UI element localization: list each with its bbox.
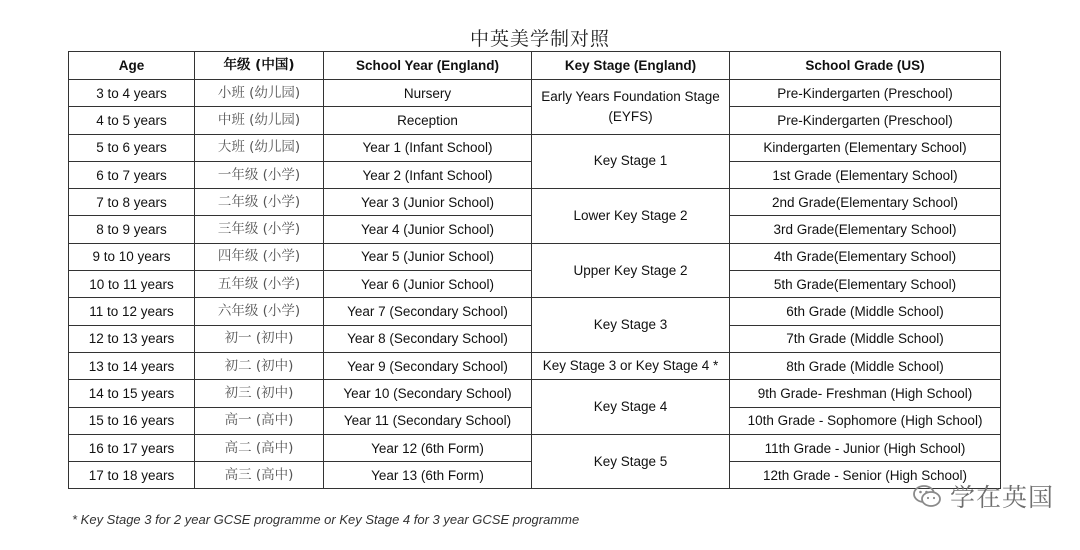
age-cell: 9 to 10 years [69,243,195,270]
us-school-grade-cell: 3rd Grade(Elementary School) [730,216,1001,243]
us-school-grade-cell: 9th Grade- Freshman (High School) [730,380,1001,407]
england-school-year-cell: Year 11 (Secondary School) [324,407,532,434]
us-school-grade-cell: Kindergarten (Elementary School) [730,134,1001,161]
age-cell: 11 to 12 years [69,298,195,325]
china-grade-cell: 高三 (高中) [195,462,324,489]
header-england-key-stage: Key Stage (England) [532,52,730,80]
england-school-year-cell: Year 5 (Junior School) [324,243,532,270]
england-school-year-cell: Year 3 (Junior School) [324,189,532,216]
age-cell: 7 to 8 years [69,189,195,216]
table-row [69,189,1001,216]
us-school-grade-cell: 6th Grade (Middle School) [730,298,1001,325]
age-cell: 12 to 13 years [69,325,195,352]
age-cell: 17 to 18 years [69,462,195,489]
us-school-grade-cell: 4th Grade(Elementary School) [730,243,1001,270]
table-row [69,380,1001,407]
us-school-grade-cell: 10th Grade - Sophomore (High School) [730,407,1001,434]
us-school-grade-cell: 1st Grade (Elementary School) [730,161,1001,188]
england-school-year-cell: Year 13 (6th Form) [324,462,532,489]
key-stage-cell: Lower Key Stage 2 [532,189,730,244]
school-system-table [68,51,1001,489]
header-england-school-year: School Year (England) [324,52,532,80]
table-body [69,80,1001,489]
england-school-year-cell: Year 7 (Secondary School) [324,298,532,325]
china-grade-cell: 大班 (幼儿园) [195,134,324,161]
us-school-grade-cell: 7th Grade (Middle School) [730,325,1001,352]
table-row [69,134,1001,161]
table-row [69,243,1001,270]
china-grade-cell: 六年级 (小学) [195,298,324,325]
china-grade-cell: 四年级 (小学) [195,243,324,270]
china-grade-cell: 高一 (高中) [195,407,324,434]
england-school-year-cell: Reception [324,107,532,134]
england-school-year-cell: Year 8 (Secondary School) [324,325,532,352]
key-stage-cell: Key Stage 4 [532,380,730,435]
key-stage-cell: Key Stage 5 [532,434,730,489]
us-school-grade-cell: Pre-Kindergarten (Preschool) [730,107,1001,134]
header-us-school-grade: School Grade (US) [730,52,1001,80]
header-china-grade: 年级 (中国) [195,52,324,80]
china-grade-cell: 初三 (初中) [195,380,324,407]
england-school-year-cell: Year 2 (Infant School) [324,161,532,188]
england-school-year-cell: Year 6 (Junior School) [324,271,532,298]
us-school-grade-cell: 12th Grade - Senior (High School) [730,462,1001,489]
us-school-grade-cell: 2nd Grade(Elementary School) [730,189,1001,216]
us-school-grade-cell: Pre-Kindergarten (Preschool) [730,80,1001,107]
china-grade-cell: 初一 (初中) [195,325,324,352]
key-stage-cell: Key Stage 1 [532,134,730,189]
wechat-icon [912,484,942,508]
age-cell: 16 to 17 years [69,434,195,461]
china-grade-cell: 中班 (幼儿园) [195,107,324,134]
header-age: Age [69,52,195,80]
us-school-grade-cell: 8th Grade (Middle School) [730,352,1001,379]
china-grade-cell: 初二 (初中) [195,352,324,379]
header-row [69,52,1001,80]
england-school-year-cell: Year 1 (Infant School) [324,134,532,161]
footnote: * Key Stage 3 for 2 year GCSE programme or Key Stage 4 for 3 year GCSE programme [72,512,580,527]
key-stage-cell: Key Stage 3 or Key Stage 4 * [532,352,730,379]
age-cell: 14 to 15 years [69,380,195,407]
england-school-year-cell: Year 9 (Secondary School) [324,352,532,379]
key-stage-cell: Key Stage 3 [532,298,730,353]
table-row [69,434,1001,461]
table-row [69,298,1001,325]
key-stage-cell: Upper Key Stage 2 [532,243,730,298]
us-school-grade-cell: 5th Grade(Elementary School) [730,271,1001,298]
age-cell: 13 to 14 years [69,352,195,379]
watermark [912,478,1054,514]
china-grade-cell: 小班 (幼儿园) [195,80,324,107]
england-school-year-cell: Nursery [324,80,532,107]
us-school-grade-cell: 11th Grade - Junior (High School) [730,434,1001,461]
age-cell: 5 to 6 years [69,134,195,161]
watermark-text: 学在英国 [949,483,1054,512]
china-grade-cell: 三年级 (小学) [195,216,324,243]
age-cell: 4 to 5 years [69,107,195,134]
england-school-year-cell: Year 4 (Junior School) [324,216,532,243]
england-school-year-cell: Year 10 (Secondary School) [324,380,532,407]
table-row [69,80,1001,107]
table-row [69,352,1001,379]
age-cell: 15 to 16 years [69,407,195,434]
age-cell: 10 to 11 years [69,271,195,298]
age-cell: 6 to 7 years [69,161,195,188]
key-stage-cell: Early Years Foundation Stage (EYFS) [532,80,730,135]
china-grade-cell: 五年级 (小学) [195,271,324,298]
age-cell: 3 to 4 years [69,80,195,107]
china-grade-cell: 一年级 (小学) [195,161,324,188]
england-school-year-cell: Year 12 (6th Form) [324,434,532,461]
age-cell: 8 to 9 years [69,216,195,243]
china-grade-cell: 二年级 (小学) [195,189,324,216]
china-grade-cell: 高二 (高中) [195,434,324,461]
page-title: 中英美学制对照 [469,28,610,50]
